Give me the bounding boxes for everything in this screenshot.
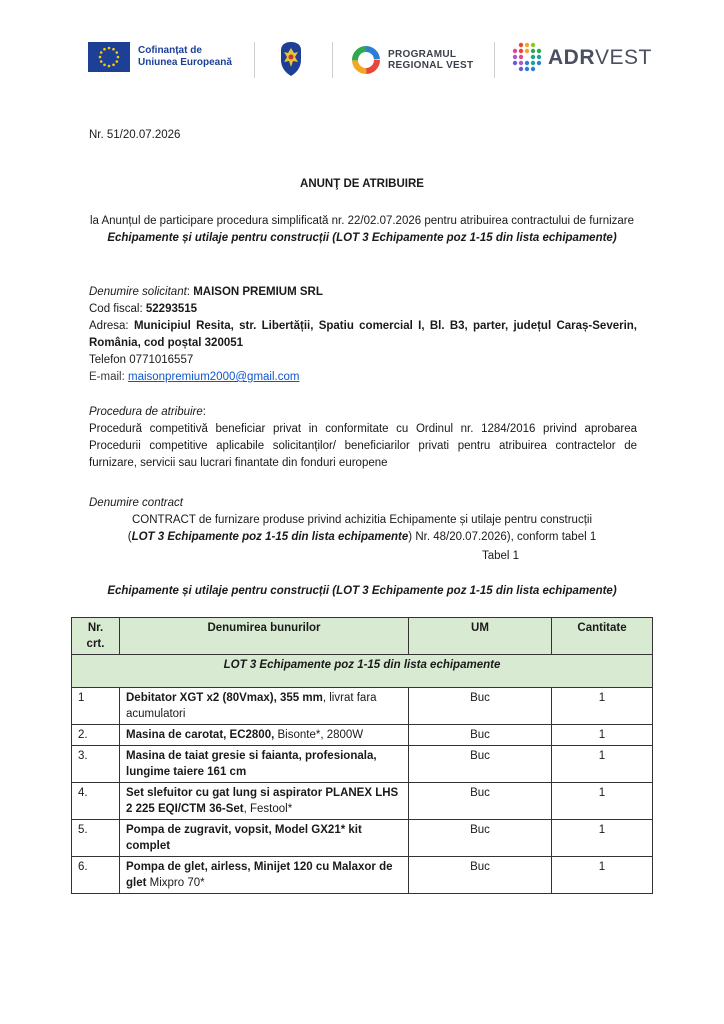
header-nr: Nr. crt. [72, 618, 120, 655]
address-label: Adresa: [89, 320, 134, 332]
eu-flag-icon [88, 42, 130, 72]
row-name-rest: , Festool* [243, 803, 293, 815]
adr-text-normal: VEST [595, 46, 652, 69]
solicitant-block [89, 284, 637, 386]
logo-divider [494, 42, 495, 78]
header-um: UM [409, 618, 552, 655]
table-row [72, 746, 653, 783]
pr-ring-icon [350, 44, 382, 76]
row-qty: 1 [552, 783, 653, 820]
address-value: Municipiul Resita, str. Libertății, Spatiu comercial I, Bl. B3, parter, județul Caraș-Severin, România, cod poștal 320051 [89, 320, 637, 349]
email-link[interactable]: maisonpremium2000@gmail.com [127, 371, 300, 383]
header-name: Denumirea bunurilor [120, 618, 409, 655]
row-name-rest: , livrat fara acumulatori [126, 692, 377, 720]
contract-description [82, 512, 642, 546]
logo-strip [88, 38, 652, 84]
adr-logo-text [548, 46, 652, 70]
intro-paragraph [88, 213, 636, 247]
contract-block [89, 495, 637, 512]
row-qty: 1 [552, 746, 653, 783]
equipment-table [71, 617, 653, 894]
row-name-bold: Set slefuitor cu gat lung si aspirator PLANEX LHS 2 225 EQI/CTM 36-Set [126, 787, 399, 815]
row-um: Buc [409, 746, 552, 783]
row-nr: 1 [72, 688, 120, 725]
row-um: Buc [409, 857, 552, 894]
row-nr: 3. [72, 746, 120, 783]
address-line [89, 318, 637, 352]
row-name-rest: Mixpro 70* [146, 877, 205, 889]
adr-text-bold: ADR [548, 46, 595, 69]
contract-label: Denumire contract [89, 497, 183, 509]
row-qty: 1 [552, 725, 653, 746]
fiscal-code-line [89, 301, 637, 318]
row-um: Buc [409, 725, 552, 746]
eu-logo-text [138, 45, 232, 69]
row-name-bold: Masina de carotat, EC2800, [126, 729, 275, 741]
procedure-label-line: Procedura de atribuire: [89, 406, 206, 418]
row-name [120, 783, 409, 820]
row-nr: 6. [72, 857, 120, 894]
programul-regional-vest-logo [350, 44, 473, 76]
row-qty: 1 [552, 688, 653, 725]
row-name [120, 820, 409, 857]
row-qty: 1 [552, 820, 653, 857]
table-row [72, 820, 653, 857]
contract-line2: (LOT 3 Echipamente poz 1-15 din lista echipamente) Nr. 48/20.07.2026), conform tabel 1 [127, 531, 597, 543]
fiscal-code-value: 52293515 [145, 303, 198, 315]
table-caption: Echipamente și utilaje pentru construcții (LOT 3 Echipamente poz 1-15 din lista echipamente) [107, 585, 617, 597]
row-qty: 1 [552, 857, 653, 894]
solicitant-name-line: Denumire solicitant: MAISON PREMIUM SRL [89, 286, 323, 298]
row-nr: 2. [72, 725, 120, 746]
row-name-bold: Masina de taiat gresie si faianta, profesionala, lungime taiere 161 cm [126, 750, 377, 778]
logo-divider [254, 42, 255, 78]
procedure-block [89, 404, 637, 472]
solicitant-name-value: MAISON PREMIUM SRL [193, 286, 323, 298]
contract-line1: CONTRACT de furnizare produse privind achizitia Echipamente și utilaje pentru construcții [132, 514, 592, 526]
table-header-row [72, 618, 653, 655]
row-name [120, 688, 409, 725]
email-line [89, 369, 637, 386]
document-number: Nr. 51/20.07.2026 [89, 129, 181, 141]
table-reference: Tabel 1 [482, 550, 520, 562]
adr-vest-logo [512, 42, 652, 74]
intro-contract-name: Echipamente și utilaje pentru construcții (LOT 3 Echipamente poz 1-15 din lista echipamente) [107, 232, 617, 244]
row-um: Buc [409, 688, 552, 725]
fiscal-code-label: Cod fiscal: [89, 303, 146, 315]
contract-number: ) Nr. 48/20.07.2026), conform tabel 1 [408, 531, 597, 543]
adr-dots-icon [512, 42, 542, 74]
row-um: Buc [409, 820, 552, 857]
procedure-label: Procedura de atribuire [89, 406, 203, 418]
table-row [72, 688, 653, 725]
phone-line: Telefon 0771016557 [89, 354, 194, 366]
row-name-bold: Pompa de zugravit, vopsit, Model GX21* kit complet [126, 824, 362, 852]
table-row [72, 857, 653, 894]
romanian-government-crest-icon [276, 40, 306, 83]
pr-line1: PROGRAMUL [388, 49, 457, 60]
header-qty: Cantitate [552, 618, 653, 655]
email-label: E-mail: [89, 371, 128, 383]
contract-lot-name: LOT 3 Echipamente poz 1-15 din lista echipamente [131, 531, 409, 543]
row-name [120, 725, 409, 746]
lot-row-label: LOT 3 Echipamente poz 1-15 din lista echipamente [72, 655, 653, 688]
eu-line2: Uniunea Europeană [138, 57, 232, 68]
table-row [72, 783, 653, 820]
pr-line2: REGIONAL VEST [388, 60, 474, 71]
intro-text: la Anunțul de participare procedura simplificată nr. 22/02.07.2026 pentru atribuirea contractului de furnizare [89, 215, 635, 227]
row-nr: 5. [72, 820, 120, 857]
table-row [72, 725, 653, 746]
eu-line1: Cofinanțat de [138, 45, 202, 56]
row-um: Buc [409, 783, 552, 820]
row-name [120, 746, 409, 783]
row-name-bold: Debitator XGT x2 (80Vmax), 355 mm [126, 692, 323, 704]
eu-logo [88, 42, 232, 72]
lot-row [72, 655, 653, 688]
procedure-text: Procedură competitivă beneficiar privat in conformitate cu Ordinul nr. 1284/2016 privind aprobarea Procedurii competitive aplicabile solicitanților/ beneficiarilor privati pentru atribuirea contractelor de furnizare, servicii sau lucrari finantate din fonduri europene [89, 423, 637, 469]
row-name-bold: Pompa de glet, airless, Minijet 120 cu Malaxor de glet [126, 861, 393, 889]
pr-logo-text [388, 49, 473, 71]
row-name [120, 857, 409, 894]
document-title: ANUNŢ DE ATRIBUIRE [300, 178, 424, 190]
solicitant-name-label: Denumire solicitant [89, 286, 187, 298]
row-name-rest: Bisonte*, 2800W [274, 729, 364, 741]
row-nr: 4. [72, 783, 120, 820]
logo-divider [332, 42, 333, 78]
